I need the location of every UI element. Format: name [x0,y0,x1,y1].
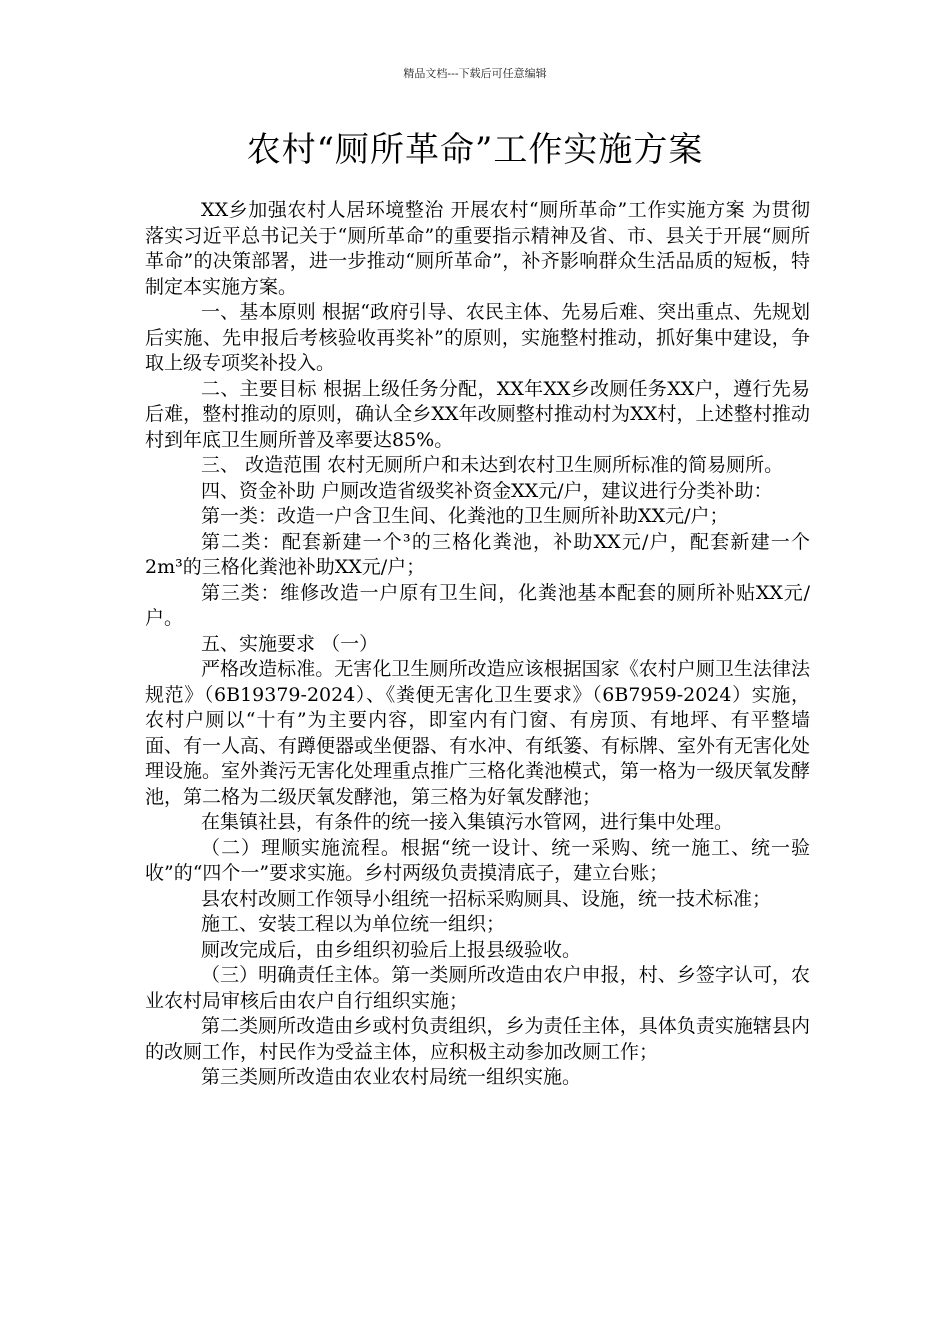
paragraph-construction: 施工、安装工程以为单位统一组织； [201,913,506,935]
paragraph-scope: 三、 改造范围 农村无厕所户和未达到农村卫生厕所标准的简易厕所。 [201,454,784,476]
paragraph-category-2: 第二类：配套新建一个³的三格化粪池，补助XX元/户，配套新建一个2m³的三格化粪池补助XX元/户； [145,530,810,578]
paragraph-main-goals: 二、主要目标 根据上级任务分配，XX年XX乡改厕任务XX户，遵行先易后难，整村推动的原则，确认全乡XX年改厕整村推动村为XX村，上述整村推动村到年底卫生厕所普及率要达85%。 [145,377,810,451]
paragraph-basic-principles: 一、基本原则 根据“政府引导、农民主体、先易后难、突出重点、先规划后实施、先申报后考核验收再奖补”的原则，实施整村推动，抓好集中建设，争取上级专项奖补投入。 [145,301,810,374]
document-body [145,198,810,1091]
paragraph-intro: XX乡加强农村人居环境整治 开展农村“厕所革命”工作实施方案 为贯彻落实习近平总书记关于“厕所革命”的重要指示精神及省、市、县关于开展“厕所革命”的决策部署，进一步推动“厕所革命”，补齐影响群众生活品质的短板，特制定本实施方案。 [145,199,810,298]
paragraph-standards: 严格改造标准。无害化卫生厕所改造应该根据国家《农村户厕卫生法律法规范》（6B19379-2024）、《粪便无害化卫生要求》（6B7959-2024）实施，农村户厕以“十有”为主要内容，即室内有门窗、有房顶、有地坪、有平整墙面、有一人高、有蹲便器或坐便器、有水冲、有纸篓、有标牌、室外有无害化处理设施。室外粪污无害化处理重点推广三格化粪池模式，第一格为一级厌氧发酵池，第二格为二级厌氧发酵池，第三格为好氧发酵池； [145,658,811,808]
header-note: 精品文档---下载后可任意编辑 [403,67,547,80]
paragraph-requirements-heading: 五、实施要求 （一） [201,632,379,655]
paragraph-responsibility: （三）明确责任主体。第一类厕所改造由农户申报，村、乡签字认可，农业农村局审核后由农户自行组织实施； [145,964,810,1012]
document-title: 农村“厕所革命”工作实施方案 [246,130,704,170]
paragraph-category-3: 第三类：维修改造一户原有卫生间，化粪池基本配套的厕所补贴XX元/户。 [145,581,810,629]
paragraph-acceptance: 厕改完成后，由乡组织初验后上报县级验收。 [201,938,582,961]
paragraph-category-2-responsibility: 第二类厕所改造由乡或村负责组织，乡为责任主体，具体负责实施辖县内的改厕工作，村民作为受益主体，应积极主动参加改厕工作； [145,1015,810,1063]
paragraph-town-sewage: 在集镇社县，有条件的统一接入集镇污水管网，进行集中处理。 [201,811,734,833]
paragraph-category-3-responsibility: 第三类厕所改造由农业农村局统一组织实施。 [201,1066,582,1088]
paragraph-process: （二）理顺实施流程。根据“统一设计、统一采购、统一施工、统一验收”的“四个一”要求实施。乡村两级负责摸清底子，建立台账； [145,836,810,884]
paragraph-category-1: 第一类：改造一户含卫生间、化粪池的卫生厕所补助XX元/户； [201,505,729,527]
paragraph-procurement: 县农村改厕工作领导小组统一招标采购厕具、设施，统一技术标准； [201,887,772,910]
paragraph-funding: 四、资金补助 户厕改造省级奖补资金XX元/户，建议进行分类补助： [201,479,773,502]
